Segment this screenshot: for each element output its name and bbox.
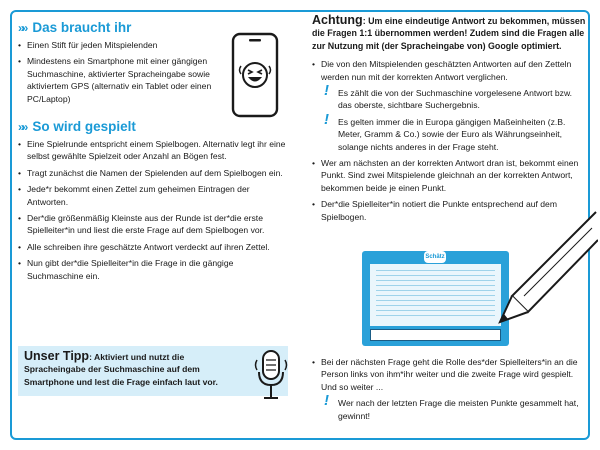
microphone-icon: [254, 348, 288, 404]
list-item: • Jede*r bekommt einen Zettel zum geheimen Eintragen der Antworten.: [18, 183, 288, 208]
game-sheet-illustration: [362, 251, 509, 346]
tip-box: [18, 346, 288, 396]
section-heading-needs: »» Das braucht ihr: [18, 20, 132, 35]
rules-list: [312, 356, 586, 393]
note: ! Es zählt die von der Suchmaschine vorgelesene Antwort bzw. das oberste, sichtbare Suchergebnis.: [324, 82, 573, 111]
needs-list: [18, 39, 228, 105]
list-item: • Tragt zunächst die Namen der Spielenden auf dem Spielbogen ein.: [18, 167, 288, 179]
right-column-bottom: [312, 356, 586, 426]
rules-list: [312, 58, 586, 83]
howto-list: [18, 138, 288, 282]
list-item: • Einen Stift für jeden Mitspielenden: [18, 39, 228, 51]
exclamation-icon: !: [324, 82, 329, 100]
sheet-score-grid: [370, 329, 501, 341]
note: ! Wer nach der letzten Frage die meisten Punkte gesammelt hat, gewinnt!: [324, 392, 579, 421]
warning-text: : Um eine eindeutige Antwort zu bekommen, müssen die Fragen 1:1 übernommen werden! Zudem sind die Fragen alle zur Nutzung mit (der Spracheingabe von) Google optimiert.: [312, 16, 586, 51]
warning-label: Achtung: [312, 13, 363, 27]
list-item: • Nun gibt der*die Spielleiter*in die Frage in die gängige Suchmaschine ein.: [18, 257, 288, 282]
exclamation-icon: !: [324, 110, 329, 128]
chevrons-icon: »»: [18, 20, 26, 35]
section-heading-howto: »» So wird gespielt: [18, 119, 136, 135]
list-item: • Mindestens ein Smartphone mit einer gängigen Suchmaschine, aktivierter Spracheingabe sowie aktiviertem GPS (alternativ ein Tablet oder einen PC/Laptop): [18, 55, 228, 105]
list-item: • Der*die größenmäßig Kleinste aus der Runde ist der*die erste Spielleiter*in und liest die erste Frage auf dem Spielbogen vor.: [18, 212, 288, 237]
list-item: • Alle schreiben ihre geschätzte Antwort verdeckt auf ihren Zettel.: [18, 241, 288, 253]
list-item: • Der*die Spielleiter*in notiert die Punkte entsprechend auf dem Spielbogen.: [312, 198, 586, 223]
logo: Schätz: [424, 251, 446, 263]
chevrons-icon: »»: [18, 119, 26, 134]
warning-paragraph: [312, 14, 586, 52]
list-item: • Eine Spielrunde entspricht einem Spielbogen. Alternativ legt ihr eine selbst gewählte Spielzeit oder Anzahl an Bögen fest.: [18, 138, 288, 163]
smartphone-laughing-icon: [230, 32, 280, 118]
sheet-question-area: [370, 264, 501, 326]
list-item: • Die von den Mitspielenden geschätzten Antworten auf den Zetteln werden nun mit der korrekten Antwort verglichen.: [312, 58, 586, 83]
pencil-icon: [488, 210, 598, 330]
list-item: • Bei der nächsten Frage geht die Rolle des*der Spielleiters*in an die Person links von ihm*ihr weiter und die zweite Frage wird gespielt. Und so weiter ...: [312, 356, 586, 393]
tip-text: : Aktiviert und nutzt die Spracheingabe der Suchmaschine auf dem Smartphone und lest die Frage einfach laut vor.: [24, 352, 218, 387]
list-item: • Wer am nächsten an der korrekten Antwort dran ist, bekommt einen Punkt. Sind zwei Mitspielende gleichnah an der korrekten Antwort, bekommen beide je einen Punkt.: [312, 157, 586, 194]
right-column: [312, 14, 586, 227]
tip-label: Unser Tipp: [24, 349, 90, 363]
exclamation-icon: !: [324, 392, 329, 410]
note: ! Es gelten immer die in Europa gängigen Maßeinheiten (z.B. Meter, Gramm & Co.) sowie der Euro als Währungseinheit, solange nichts anderes in der Frage steht.: [324, 110, 566, 152]
